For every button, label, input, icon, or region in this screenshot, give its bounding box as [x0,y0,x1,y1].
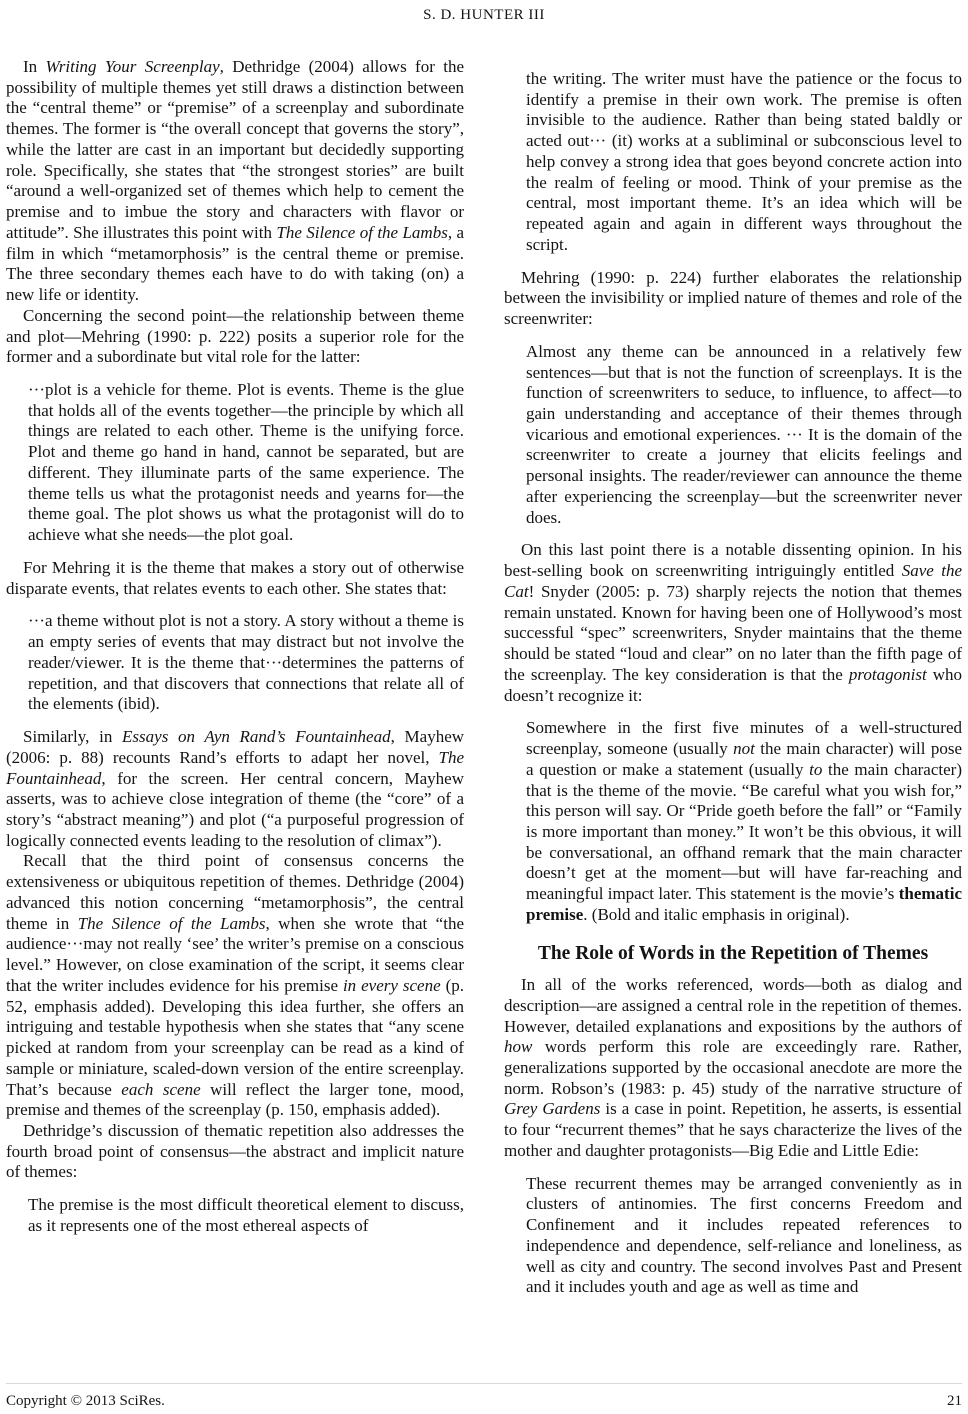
text-run: the main character) will pose a question or make a statement (usually [526,739,962,779]
italic-text-run: Grey Gardens [504,1099,601,1119]
text-run: . (Bold and italic emphasis in original). [583,904,850,924]
paragraph [504,975,962,1162]
paragraph [6,306,464,368]
italic-text-run: Save the Cat [504,561,962,601]
block-quote [28,611,464,715]
text-run: Almost any theme can be announced in a relatively few sentences—but that is not the function of screenplays. It is the function of screenwriters to seduce, to influence, to affect—to gain understanding and acceptance of their themes through vicarious and emotional experiences. ··· It is the domain of the screenwriter to create a journey that elicits feelings and personal insights. The reader/reviewer can announce the theme after experiencing the screenplay—but the screenwriter never does. [526,341,962,527]
italic-text-run: Essays on Ayn Rand’s Fountainhead [122,727,391,747]
text-run: Dethridge’s discussion of thematic repetition also addresses the fourth broad point of consensus—the abstract and implicit nature of themes: [6,1120,464,1182]
copyright-notice: Copyright © 2013 SciRes. [6,1393,165,1409]
text-run: In [23,57,46,76]
two-column-body [0,57,968,1310]
text-run: , when she wrote that “the audience···may not really ‘see’ the writer’s premise on a conscious level.” However, on close examination of the script, it seems clear that the writer includes evidence for his premise [6,913,464,995]
text-run: Concerning the second point—the relationship between theme and plot—Mehring (1990: p. 222) posits a superior role for the former and a subordinate but vital role for the latter: [6,305,464,367]
text-run: Mehring (1990: p. 224) further elaborates the relationship between the invisibility or implied nature of themes and role of the screenwriter: [504,267,962,329]
text-run: For Mehring it is the theme that makes a story out of otherwise disparate events, that relates events to each other. She states that: [6,557,464,598]
page-footer [6,1383,962,1410]
bold-text-run: thematic premise [526,884,962,924]
text-run: Similarly, in [23,727,123,747]
section-heading [504,942,962,965]
text-run: the writing. The writer must have the patience or the focus to identify a premise in their own work. The premise is often invisible to the audience. Rather than being stated baldly or acted out··· (it) works at a subliminal or subconscious level to help convey a strong idea that goes beyond concrete action into the realm of feeling or mood. Think of your premise as the central, most important theme. It’s an idea which will be repeated again and again in different ways throughout the script. [526,69,962,254]
text-run: , Mayhew (2006: p. 88) recounts Rand’s efforts to adapt her novel, [6,727,465,767]
column-right [504,57,962,1310]
text-run: is a case in point. Repetition, he asserts, is essential to four “recurrent themes” that he says characterize the lives of the mother and daughter protagonists—Big Edie and Little Edie: [504,1099,963,1160]
column-left [6,57,464,1310]
text-run: ···plot is a vehicle for theme. Plot is events. Theme is the glue that holds all of the events together—the principle by which all things are related to each other. Theme is the unifying force. Plot and theme go hand in hand, cannot be separated, but are different. They illuminate parts of the same experience. The theme tells us what the protagonist needs and yearns for—the theme goal. The plot shows us what the protagonist will do to achieve what she needs—the plot goal. [28,380,464,545]
paragraph [6,1121,464,1183]
text-run: , Dethridge (2004) allows for the possibility of multiple themes yet still draws a distinction between the “central theme” or “premise” of a screenplay and subordinate themes. The former is “the overall concept that governs the story”, while the latter are cast in an important but decidedly supporting role. Specifically, she states that “the strongest stories” are built “around a well-organized set of themes which help to cement the premise and to imbue the story and characters with flavor or attitude”. She illustrates this point with [6,57,464,242]
block-quote [526,718,962,925]
page-number: 21 [947,1393,962,1409]
block-quote [526,342,962,529]
paragraph [6,558,464,599]
text-run: (p. 52, emphasis added). Developing this idea further, she offers an intriguing and testable hypothesis when she states that “any scene picked at random from your screenplay can be read as a kind of sample or miniature, scaled-down version of the entire screenplay. That’s because [6,975,464,1099]
block-quote [28,380,464,546]
text-run: will reflect the larger tone, mood, premise and themes of the screenplay (p. 150, emphasis added). [6,1079,465,1120]
italic-text-run: in every scene [342,975,441,995]
text-run: ···a theme without plot is not a story. A story without a theme is an empty series of events that may distract but not involve the reader/viewer. It is the theme that···determines the patterns of repetition, and that discovers that connections that relate all of the elements (ibid). [28,611,464,714]
text-run: Recall that the third point of consensus concerns the extensiveness or ubiquitous repetition of themes. Dethridge (2004) advanced this notion concerning “metamorphosis”, the central theme in [6,851,464,933]
text-run: the main character) that is the theme of the movie. “Be careful what you wish for,” this person will say. Or “Pride goeth before the fall” or “Family is more important than money.” It won’t be this obvious, it will be conversational, an offhand remark that the main character doesn’t get at the moment—but will have far-reaching and meaningful impact later. This statement is the movie’s [526,759,962,904]
block-quote [526,69,962,256]
text-run: The premise is the most difficult theoretical element to discuss, as it represents one of the most ethereal aspects of [28,1195,464,1235]
running-head-title: S. D. HUNTER III [423,7,545,23]
text-run: ! Snyder (2005: p. 73) sharply rejects the notion that themes remain unstated. Known for having been one of Hollywood’s most successful “spec” screenwriters, Snyder maintains that the theme should be stated “loud and clear” on no later than the fifth page of the screenplay. The key consideration is that the [504,581,962,684]
block-quote [28,1195,464,1236]
paragraph [6,851,464,1121]
text-run: On this last point there is a notable dissenting opinion. In his best-selling book on screenwriting intriguingly entitled [504,540,962,581]
text-run: The Role of Words in the Repetition of Themes [537,942,929,964]
text-run: , for the screen. Her central concern, Mayhew asserts, was to achieve close integration of theme (the “core” of a story’s “abstract meaning”) and plot (“a purposeful progression of logically connected events leading to the resolution of climax”). [6,768,464,850]
block-quote [526,1174,962,1298]
italic-text-run: The Fountainhead [6,747,464,788]
italic-text-run: not [733,739,755,759]
paragraph [504,268,962,330]
paragraph [6,57,464,306]
italic-text-run: each scene [121,1079,201,1099]
paragraph [6,727,464,851]
text-run: These recurrent themes may be arranged conveniently as in clusters of antinomies. The first concerns Freedom and Confinement and it includes repeated references to independence and dependence, self-reliance and loneliness, as well as city and country. The second involves Past and Present and it includes youth and age as well as time and [526,1173,962,1297]
text-run: In all of the works referenced, words—both as dialog and description—are assigned a central role in the repetition of themes. However, detailed explanations and expositions by the authors of [504,975,962,1036]
italic-text-run: to [809,759,823,779]
text-run: Somewhere in the first five minutes of a well-structured screenplay, someone (usually [526,718,962,759]
italic-text-run: The Silence of the Lambs [276,222,448,242]
paragraph [504,540,962,706]
text-run: who doesn’t recognize it: [504,664,963,705]
italic-text-run: protagonist [848,664,927,684]
italic-text-run: Writing Your Screenplay [45,57,220,76]
italic-text-run: The Silence of the Lambs [77,913,266,933]
text-run: , a film in which “metamorphosis” is the central theme or premise. The three secondary themes each have to do with taking (on) a new life or identity. [6,222,465,305]
italic-text-run: how [504,1037,533,1057]
text-run: words perform this role are exceedingly rare. Rather, generalizations supported by the occasional anecdote are more the norm. Robson’s (1983: p. 45) study of the narrative structure of [504,1037,962,1098]
